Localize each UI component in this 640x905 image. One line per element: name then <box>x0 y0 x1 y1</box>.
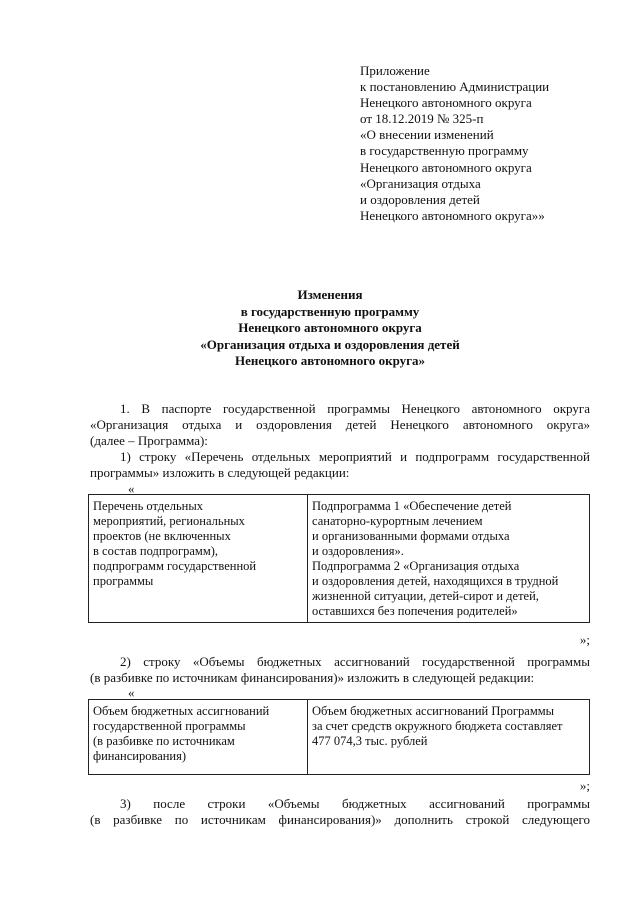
cell-line: подпрограмм государственной <box>93 559 257 573</box>
cell-line: государственной программы <box>93 719 246 733</box>
cell-line: за счет средств окружного бюджета составляет <box>312 719 563 733</box>
cell-line: и оздоровления». <box>312 544 404 558</box>
paragraph-line: 1) строку «Перечень отдельных мероприятий и подпрограмм государственной <box>120 449 590 464</box>
table-budget <box>88 699 590 775</box>
cell-line: Подпрограмма 1 «Обеспечение детей <box>312 499 512 513</box>
cell-line: проектов (не включенных <box>93 529 231 543</box>
open-quote: « <box>128 481 135 496</box>
cell-line: и оздоровления детей, находящихся в трудной <box>312 574 559 588</box>
close-quote: »; <box>579 632 590 647</box>
title-line: Ненецкого автономного округа» <box>234 353 426 369</box>
appendix-line: в государственную программу <box>360 143 529 159</box>
cell-line: оставшихся без попечения родителей» <box>312 604 518 618</box>
table-cell-value <box>308 495 590 623</box>
table-row <box>89 495 590 623</box>
table-cell-label <box>89 700 308 775</box>
appendix-line: к постановлению Администрации <box>360 79 550 95</box>
cell-line: программы <box>93 574 154 588</box>
appendix-line: «Организация отдыха <box>360 175 481 191</box>
paragraph-line: «Организация отдыха и оздоровления детей Ненецкого автономного округа» <box>90 417 590 433</box>
paragraph-line: (далее – Программа): <box>90 433 208 449</box>
paragraph-4 <box>90 796 590 828</box>
title-line: Ненецкого автономного округа <box>238 320 422 336</box>
cell-line: в состав подпрограмм), <box>93 544 219 558</box>
paragraph-line: программы» изложить в следующей редакции: <box>90 465 350 481</box>
paragraph-1 <box>90 401 590 450</box>
table-row <box>89 700 590 775</box>
cell-line: 477 074,3 тыс. рублей <box>312 734 428 748</box>
open-quote: « <box>128 685 135 700</box>
close-quote: »; <box>579 778 590 793</box>
cell-line: Перечень отдельных <box>93 499 203 513</box>
paragraph-line: 3) после строки «Объемы бюджетных ассигнований программы <box>120 796 590 811</box>
paragraph-3 <box>90 654 590 686</box>
document-title <box>60 287 600 370</box>
appendix-line: Приложение <box>360 63 430 78</box>
table-cell-value <box>308 700 590 775</box>
table-program-list <box>88 494 590 623</box>
cell-line: Объем бюджетных ассигнований <box>93 704 270 718</box>
title-line: «Организация отдыха и оздоровления детей <box>200 336 460 352</box>
cell-line: Подпрограмма 2 «Организация отдыха <box>312 559 520 573</box>
cell-line: Объем бюджетных ассигнований Программы <box>312 704 555 718</box>
title-line: Изменения <box>297 287 363 302</box>
cell-line: финансирования) <box>93 749 187 763</box>
appendix-line: Ненецкого автономного округа <box>360 95 532 111</box>
table-cell-label <box>89 495 308 623</box>
appendix-block <box>360 63 620 224</box>
cell-line: (в разбивке по источникам <box>93 734 235 748</box>
appendix-line: и оздоровления детей <box>360 191 480 207</box>
paragraph-line: 2) строку «Объемы бюджетных ассигнований государственной программы <box>120 654 590 669</box>
cell-line: и организованными формами отдыха <box>312 529 510 543</box>
title-line: в государственную программу <box>240 303 420 319</box>
cell-line: мероприятий, региональных <box>93 514 245 528</box>
paragraph-line: (в разбивке по источникам финансирования)» изложить в следующей редакции: <box>90 670 535 686</box>
paragraph-line: 1. В паспорте государственной программы Ненецкого автономного округа <box>120 401 590 416</box>
appendix-line: от 18.12.2019 № 325-п <box>360 111 484 127</box>
appendix-line: Ненецкого автономного округа»» <box>360 207 545 223</box>
appendix-line: «О внесении изменений <box>360 127 494 143</box>
cell-line: жизненной ситуации, детей-сирот и детей, <box>312 589 539 603</box>
paragraph-line: (в разбивке по источникам финансирования)» дополнить строкой следующего <box>90 812 590 828</box>
appendix-line: Ненецкого автономного округа <box>360 159 532 175</box>
cell-line: санаторно-курортным лечением <box>312 514 483 528</box>
paragraph-2 <box>90 449 590 481</box>
